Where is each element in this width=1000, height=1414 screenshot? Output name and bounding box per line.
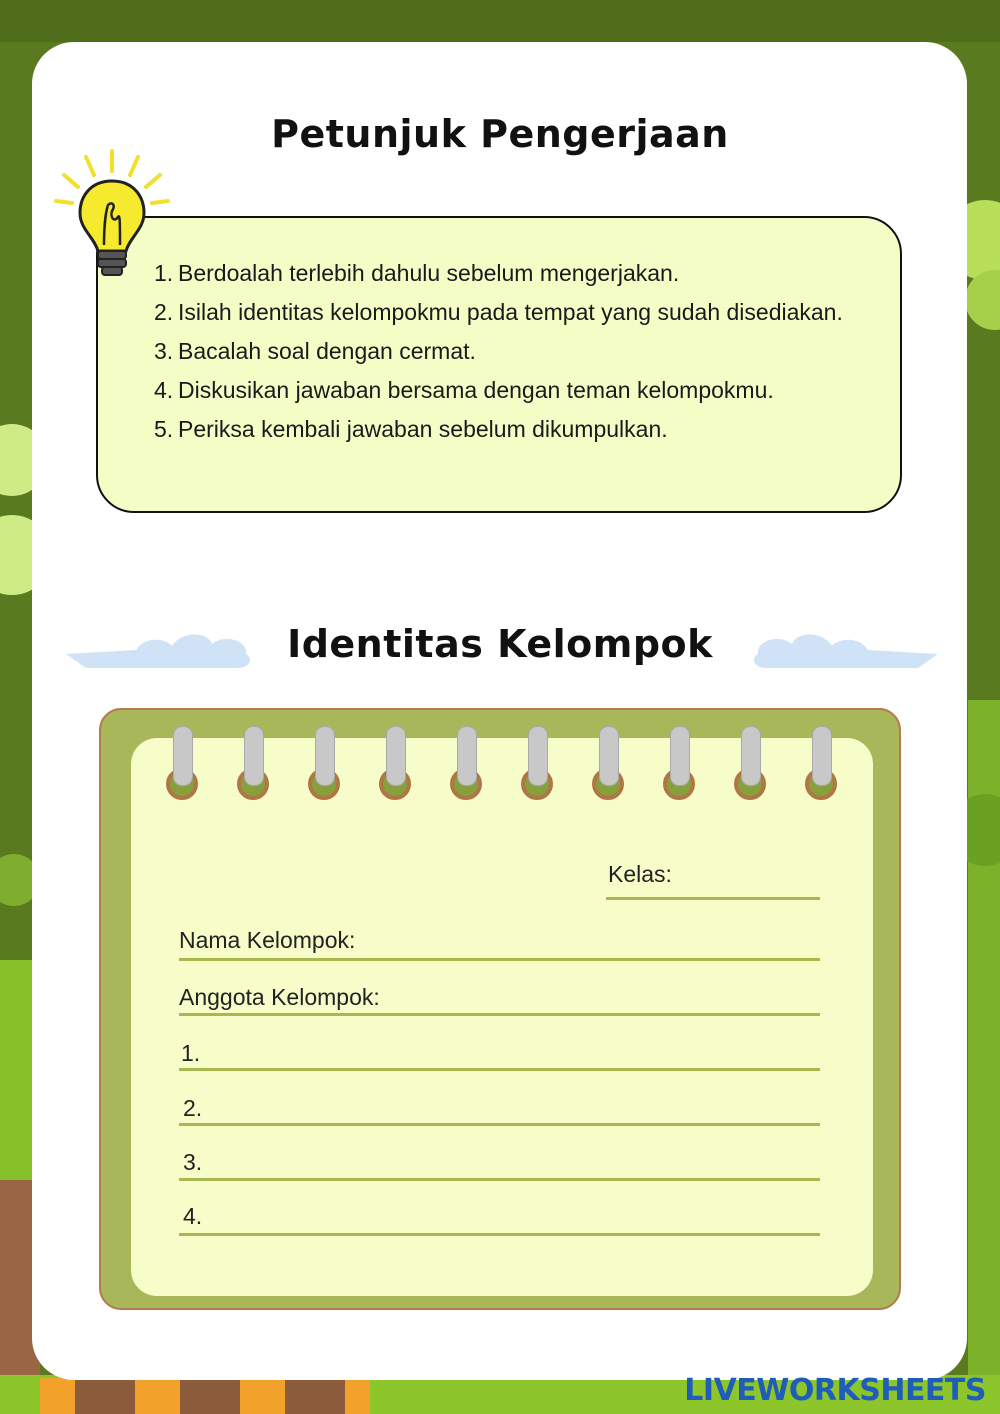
spiral-ring	[520, 724, 554, 804]
spiral-ring	[165, 724, 199, 804]
member-number: 2.	[183, 1095, 203, 1121]
spiral-ring	[591, 724, 625, 804]
nama-kelompok-input-line[interactable]	[179, 958, 820, 961]
spiral-ring	[733, 724, 767, 804]
instruction-number: 5.	[154, 416, 174, 442]
member-number: 3.	[183, 1149, 203, 1175]
instruction-text: Periksa kembali jawaban sebelum dikumpulkan.	[178, 416, 668, 442]
instruction-item	[98, 332, 900, 371]
instruction-text: Diskusikan jawaban bersama dengan teman kelompokmu.	[178, 377, 774, 403]
instruction-text: Isilah identitas kelompokmu pada tempat yang sudah disediakan.	[178, 299, 843, 325]
instruction-number: 1.	[154, 260, 174, 286]
member-input-line[interactable]	[179, 1123, 820, 1126]
spiral-ring	[307, 724, 341, 804]
member-input-line[interactable]	[179, 1233, 820, 1236]
kelas-input-line[interactable]	[606, 897, 820, 900]
anggota-kelompok-label: Anggota Kelompok:	[179, 984, 380, 1010]
spiral-ring	[662, 724, 696, 804]
instruction-item	[98, 410, 900, 449]
logo-text: LIVEWORKSHEETS	[684, 1373, 986, 1408]
spiral-ring	[378, 724, 412, 804]
instruction-item	[98, 293, 900, 332]
instruction-number: 3.	[154, 338, 174, 364]
spiral-ring	[236, 724, 270, 804]
instructions-box	[96, 216, 902, 513]
instruction-text: Berdoalah terlebih dahulu sebelum mengerjakan.	[178, 260, 680, 286]
instruction-item	[98, 371, 900, 410]
liveworksheets-logo	[684, 1373, 986, 1408]
lightbulb-icon	[50, 145, 180, 295]
instruction-number: 4.	[154, 377, 174, 403]
instruction-number: 2.	[154, 299, 174, 325]
instructions-title: Petunjuk Pengerjaan	[271, 112, 729, 156]
anggota-kelompok-line	[179, 1013, 820, 1016]
identity-title: Identitas Kelompok	[287, 622, 713, 666]
spiral-ring	[449, 724, 483, 804]
nama-kelompok-label: Nama Kelompok:	[179, 927, 356, 953]
instruction-text: Bacalah soal dengan cermat.	[178, 338, 476, 364]
notebook-page	[131, 738, 873, 1296]
member-number: 4.	[183, 1203, 203, 1229]
spiral-ring	[804, 724, 838, 804]
kelas-label: Kelas:	[608, 861, 672, 887]
instructions-list	[98, 254, 900, 449]
member-input-line[interactable]	[179, 1068, 820, 1071]
member-input-line[interactable]	[179, 1178, 820, 1181]
instruction-item	[98, 254, 900, 293]
member-number: 1.	[181, 1040, 201, 1066]
